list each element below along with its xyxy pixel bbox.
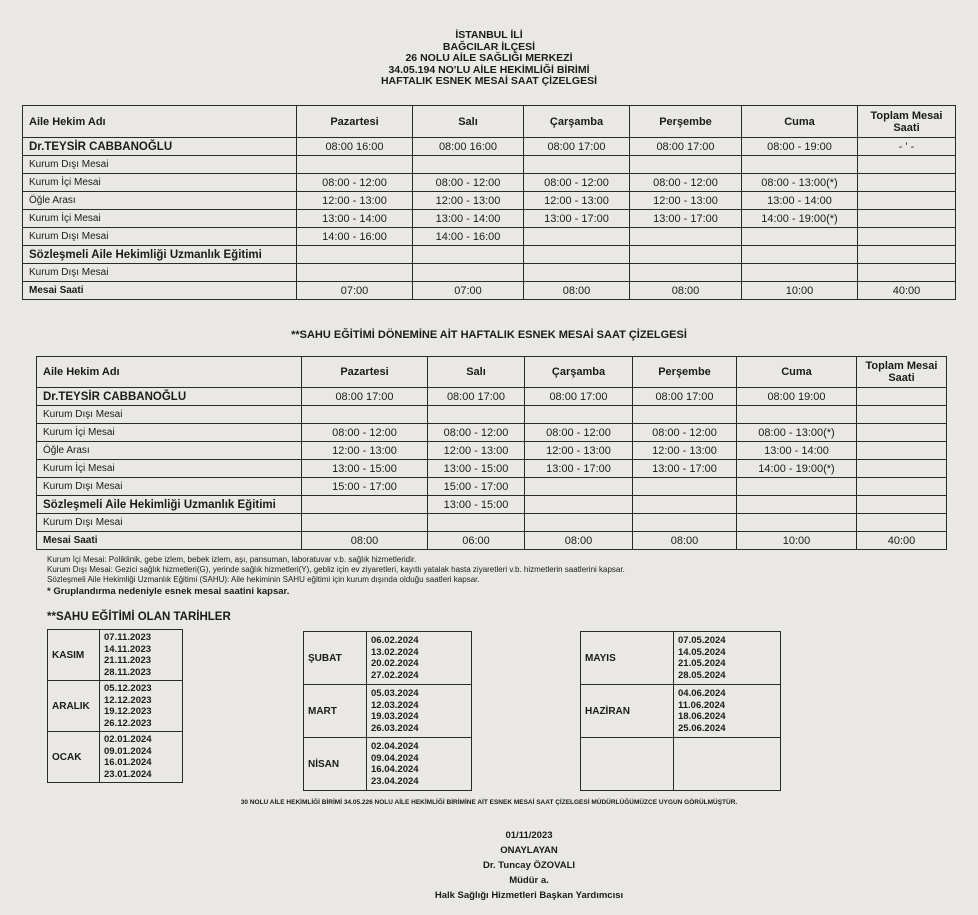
cell: 14:00 - 19:00(*) [742,210,858,228]
cell: 13:00 - 17:00 [633,460,737,478]
cell [297,246,413,264]
cell [413,246,524,264]
table-row [37,514,947,532]
column-header: Pazartesi [302,357,428,388]
cell [737,514,857,532]
row-label: Kurum İçi Mesai [23,174,297,192]
signature-role: ONAYLAYAN [500,845,558,856]
cell: 07:00 [297,282,413,300]
notes [47,555,625,599]
cell: 40:00 [858,282,956,300]
cell: 14:00 - 16:00 [297,228,413,246]
cell [525,406,633,424]
signature-date: 01/11/2023 [505,830,553,841]
cell: 08:00 - 12:00 [413,174,524,192]
row-label: Kurum İçi Mesai [37,460,302,478]
cell: 08:00 - 19:00 [742,138,858,156]
cell: 08:00 - 12:00 [428,424,525,442]
cell: 13:00 - 17:00 [525,460,633,478]
sahu-dates-table [47,629,183,783]
cell: 08:00 19:00 [737,388,857,406]
header-line: 26 NOLU AİLE SAĞLIĞI MERKEZİ [405,52,573,64]
sahu-dates-table [580,631,781,791]
date-item: 04.06.2024 [678,688,726,699]
date-item: 09.04.2024 [371,752,419,764]
cell: 08:00 17:00 [633,388,737,406]
date-item: 28.11.2023 [104,666,152,678]
table-row [37,406,947,424]
cell [302,496,428,514]
date-item: 02.01.2024 [104,734,152,745]
cell: 13:00 - 14:00 [297,210,413,228]
cell [857,442,947,460]
cell [858,192,956,210]
column-header: Çarşamba [525,357,633,388]
cell [302,406,428,424]
cell: 12:00 - 13:00 [630,192,742,210]
month-label: OCAK [48,732,100,783]
row-label: Kurum İçi Mesai [37,424,302,442]
row-label: Kurum Dışı Mesai [37,478,302,496]
cell: 40:00 [857,532,947,550]
cell [525,478,633,496]
date-item: 06.02.2024 [371,635,419,646]
date-item: 11.06.2024 [678,699,726,711]
cell: 07:00 [413,282,524,300]
table-row [37,532,947,550]
row-label: Kurum Dışı Mesai [23,228,297,246]
sahu-schedule-title: **SAHU EĞİTİMİ DÖNEMİNE AİT HAFTALIK ESNEK MESAİ SAAT ÇİZELGESİ [291,329,687,341]
signature-position: Müdür a. [509,875,549,886]
cell [524,264,630,282]
cell: - ' - [858,138,956,156]
cell: 12:00 - 13:00 [302,442,428,460]
cell [858,228,956,246]
note-line: Kurum Dışı Mesai: Gezici sağlık hizmetleri(G), yerinde sağlık hizmetleri(Y), gebliz için ev ziyaretleri, kayıtlı yatalak hasta ziyaretleri v.b. hizmetlerin saatlerini kapsar. [47,565,625,574]
cell [858,246,956,264]
signature-name: Dr. Tuncay ÖZOVALI [482,860,576,871]
table-row [37,388,947,406]
header-row [37,357,947,388]
column-header: Salı [413,106,524,138]
table-row [37,478,947,496]
date-item: 14.11.2023 [104,643,152,655]
cell: 08:00 16:00 [413,138,524,156]
cell [525,496,633,514]
table-row [23,228,956,246]
cell: 08:00 - 13:00(*) [742,174,858,192]
cell: 08:00 - 12:00 [524,174,630,192]
row-label: Kurum Dışı Mesai [37,514,302,532]
cell: 13:00 - 17:00 [630,210,742,228]
cell: 08:00 17:00 [524,138,630,156]
cell [428,406,525,424]
column-header: Cuma [737,357,857,388]
date-item: 18.06.2024 [678,711,726,722]
month-label: KASIM [48,630,100,681]
cell: 08:00 17:00 [428,388,525,406]
row-label: Öğle Arası [23,192,297,210]
row-label: Kurum Dışı Mesai [23,264,297,282]
date-item: 21.05.2024 [678,658,726,669]
row-label: Kurum İçi Mesai [23,210,297,228]
table-row [37,424,947,442]
cell [737,496,857,514]
cell [737,478,857,496]
cell: 13:00 - 14:00 [742,192,858,210]
cell: 13:00 - 15:00 [428,460,525,478]
date-item: 28.05.2024 [678,669,726,681]
cell: 12:00 - 13:00 [525,442,633,460]
cell [525,514,633,532]
cell: 14:00 - 16:00 [413,228,524,246]
cell: 08:00 [525,532,633,550]
date-item: 20.02.2024 [371,658,419,669]
cell [633,514,737,532]
date-item: 25.06.2024 [678,722,726,734]
month-group [304,685,472,738]
date-item: 26.03.2024 [371,722,419,734]
month-label: MAYIS [581,632,674,685]
cell: 08:00 - 13:00(*) [737,424,857,442]
cell: 08:00 16:00 [297,138,413,156]
signature-department: Halk Sağlığı Hizmetleri Başkan Yardımcısı [434,890,624,901]
month-group [48,732,183,783]
cell [858,156,956,174]
cell: 12:00 - 13:00 [428,442,525,460]
table-row [23,210,956,228]
row-label: Kurum Dışı Mesai [23,156,297,174]
note-line: Kurum İçi Mesai: Poliklinik, gebe izlem, bebek izlem, aşı, pansuman, laboratuvar v.b. sağlık hizmetleridir. [47,555,417,564]
month-group [581,632,781,685]
date-item: 13.02.2024 [371,646,419,658]
cell [633,478,737,496]
date-item: 07.05.2024 [678,635,726,646]
cell [857,496,947,514]
approval-statement: 30 NOLU AİLE HEKİMLİĞİ BİRİMİ 34.05.226 NOLU AİLE HEKİMLİĞİ BİRİMİNE AİT ESNEK MESAİ SAAT ÇİZELGESİ MÜDÜRLÜĞÜMÜZCE UYGUN GÖRÜLMÜŞTÜR. [240,799,738,806]
table-row [23,174,956,192]
star-note: * Gruplandırma nedeniyle esnek mesai saatini kapsar. [47,586,290,597]
cell [742,246,858,264]
column-header: Salı [428,357,525,388]
cell: 14:00 - 19:00(*) [737,460,857,478]
date-item: 05.12.2023 [104,683,152,694]
row-label: Dr.TEYSİR CABBANOĞLU [23,138,297,156]
cell: 10:00 [737,532,857,550]
cell [858,210,956,228]
row-label: Sözleşmeli Aile Hekimliği Uzmanlık Eğitimi [37,496,302,514]
weekly-schedule-table [22,105,956,300]
cell [630,156,742,174]
date-item: 23.01.2024 [104,768,152,780]
cell: 13:00 - 15:00 [428,496,525,514]
cell [742,228,858,246]
date-item: 26.12.2023 [104,717,152,729]
row-label: Mesai Saati [23,282,297,300]
sahu-dates-table [303,631,472,791]
cell: 08:00 [302,532,428,550]
cell: 13:00 - 17:00 [524,210,630,228]
header-line: İSTANBUL İLİ [455,29,523,41]
row-label: Kurum Dışı Mesai [37,406,302,424]
cell: 13:00 - 14:00 [737,442,857,460]
cell [737,406,857,424]
row-label: Mesai Saati [37,532,302,550]
cell: 12:00 - 13:00 [413,192,524,210]
date-item: 16.04.2024 [371,764,419,775]
cell: 12:00 - 13:00 [633,442,737,460]
month-label: ARALIK [48,681,100,732]
cell [524,228,630,246]
column-header: Çarşamba [524,106,630,138]
column-header: Pazartesi [297,106,413,138]
month-group [304,738,472,791]
cell [302,514,428,532]
month-label: ŞUBAT [304,632,367,685]
cell [857,424,947,442]
cell: 08:00 - 12:00 [633,424,737,442]
table-row [23,192,956,210]
sahu-dates-title: **SAHU EĞİTİMİ OLAN TARİHLER [47,611,231,623]
header-line: HAFTALIK ESNEK MESAİ SAAT ÇİZELGESİ [380,75,598,87]
date-item: 21.11.2023 [104,655,152,666]
column-header: Cuma [742,106,858,138]
month-label: NİSAN [304,738,367,791]
cell: 08:00 - 12:00 [630,174,742,192]
column-header: Perşembe [630,106,742,138]
table-row [23,138,956,156]
cell: 06:00 [428,532,525,550]
document-header [0,30,978,88]
cell [857,388,947,406]
month-group [581,738,781,791]
cell [630,264,742,282]
header-line: 34.05.194 NO'LU AİLE HEKİMLİĞİ BİRİMİ [388,63,590,76]
table-row [23,264,956,282]
header-row [23,106,956,138]
cell [630,246,742,264]
cell: 13:00 - 14:00 [413,210,524,228]
month-label: HAZİRAN [581,685,674,738]
cell [742,264,858,282]
cell: 08:00 [630,282,742,300]
row-label: Sözleşmeli Aile Hekimliği Uzmanlık Eğitimi [23,246,297,264]
date-item: 05.03.2024 [371,688,419,699]
date-item: 14.05.2024 [678,646,726,658]
row-label: Dr.TEYSİR CABBANOĞLU [37,388,302,406]
cell: 08:00 [633,532,737,550]
header-line: BAĞCILAR İLÇESİ [442,40,536,53]
cell: 08:00 - 12:00 [525,424,633,442]
date-item: 27.02.2024 [371,669,419,681]
cell [857,460,947,478]
column-header: Aile Hekim Adı [37,357,302,388]
table-row [23,282,956,300]
cell [857,514,947,532]
sahu-schedule-table [36,356,947,550]
cell [630,228,742,246]
cell: 08:00 - 12:00 [297,174,413,192]
cell: 08:00 17:00 [630,138,742,156]
cell [524,246,630,264]
cell [633,406,737,424]
cell [413,264,524,282]
date-item: 23.04.2024 [371,775,419,787]
cell: 15:00 - 17:00 [428,478,525,496]
cell: 13:00 - 15:00 [302,460,428,478]
cell: 12:00 - 13:00 [297,192,413,210]
month-label: MART [304,685,367,738]
column-header: Perşembe [633,357,737,388]
date-item: 16.01.2024 [104,757,152,768]
cell [858,174,956,192]
cell [297,156,413,174]
column-header: Toplam Mesai Saati [857,357,947,388]
table-row [23,156,956,174]
date-item: 09.01.2024 [104,745,152,757]
date-item: 12.12.2023 [104,694,152,706]
cell [742,156,858,174]
month-group [581,685,781,738]
table-row [23,246,956,264]
cell: 08:00 [524,282,630,300]
table-row [37,496,947,514]
column-header: Toplam Mesai Saati [858,106,956,138]
month-label [581,738,674,791]
date-item: 02.04.2024 [371,741,419,752]
month-group [48,681,183,732]
cell [413,156,524,174]
month-group [48,630,183,681]
note-line: Sözleşmeli Aile Hekimliği Uzmanlık Eğitimi (SAHU): Aile hekiminin SAHU eğitimi için kurum dışında olduğu saatleri kapsar. [47,575,480,584]
table-row [37,442,947,460]
cell: 15:00 - 17:00 [302,478,428,496]
month-group [304,632,472,685]
cell: 12:00 - 13:00 [524,192,630,210]
row-label: Öğle Arası [37,442,302,460]
cell [858,264,956,282]
cell [524,156,630,174]
date-item: 19.03.2024 [371,711,419,722]
cell: 10:00 [742,282,858,300]
cell: 08:00 17:00 [525,388,633,406]
date-item: 19.12.2023 [104,706,152,717]
signature-block [40,828,978,903]
cell: 08:00 17:00 [302,388,428,406]
table-row [37,460,947,478]
column-header: Aile Hekim Adı [23,106,297,138]
cell [857,406,947,424]
cell: 08:00 - 12:00 [302,424,428,442]
date-item: 07.11.2023 [104,632,152,643]
cell [428,514,525,532]
cell [297,264,413,282]
cell [857,478,947,496]
cell [633,496,737,514]
date-item: 12.03.2024 [371,699,419,711]
